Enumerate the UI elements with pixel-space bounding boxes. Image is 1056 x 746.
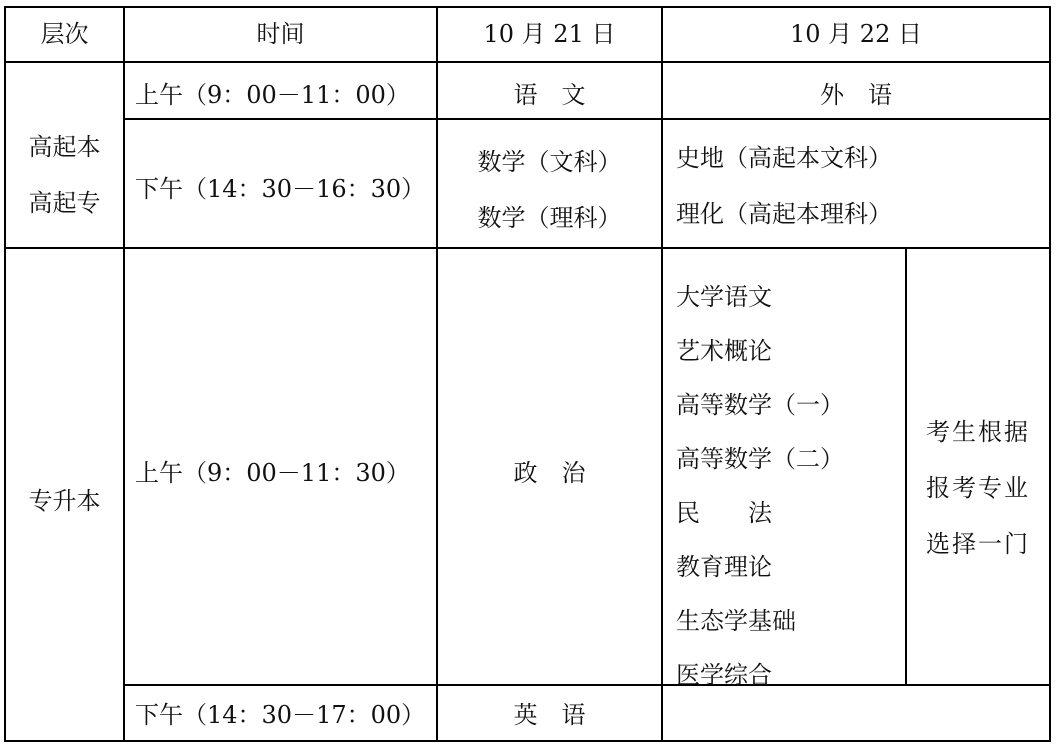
rule-bottom <box>4 740 1051 742</box>
zsb-afternoon-day1: 英 语 <box>513 701 586 729</box>
level-gaoqi-line: 高起专 <box>28 189 101 217</box>
level-gaoqi <box>6 119 123 231</box>
note-line: 选择一门 <box>926 530 1030 558</box>
zsb-selection-note <box>907 404 1049 572</box>
subject-item: 医学综合 <box>676 661 772 689</box>
gaoqi-afternoon-day1 <box>438 134 661 246</box>
note-line: 报考专业 <box>926 474 1030 502</box>
subject-item: 高等数学（一） <box>676 391 844 419</box>
gaoqi-morning-day1: 语 文 <box>513 81 586 109</box>
subject-line: 理化（高起本理科） <box>676 200 892 228</box>
subject-item: 教育理论 <box>676 553 772 581</box>
subject-line: 史地（高起本文科） <box>676 144 892 172</box>
exam-schedule-table <box>4 6 1051 742</box>
gaoqi-morning-day2: 外 语 <box>820 81 892 109</box>
rule-left <box>4 6 6 742</box>
rule-right <box>1049 6 1051 742</box>
header-day2: 10 月 22 日 <box>790 20 922 48</box>
rule-col3 <box>661 6 663 742</box>
gaoqi-afternoon-day2 <box>676 130 892 242</box>
subject-line: 数学（文科） <box>477 148 622 176</box>
subject-item: 民 法 <box>676 499 772 527</box>
rule-zsb-mid <box>123 684 1051 686</box>
note-line: 考生根据 <box>926 418 1030 446</box>
zsb-morning-day1: 政 治 <box>513 459 586 487</box>
header-level: 层次 <box>40 20 89 48</box>
rule-after-header <box>4 61 1051 63</box>
zsb-morning-time: 上午（9：00－11：30） <box>135 459 410 487</box>
gaoqi-morning-time: 上午（9：00－11：00） <box>135 81 410 109</box>
gaoqi-afternoon-time: 下午（14：30－16：30） <box>135 175 426 203</box>
level-gaoqi-line: 高起本 <box>28 133 101 161</box>
header-time: 时间 <box>256 20 305 48</box>
subject-item: 生态学基础 <box>676 607 796 635</box>
level-zhuanshengben: 专升本 <box>28 487 101 515</box>
rule-col1 <box>123 6 125 742</box>
subject-item: 艺术概论 <box>676 337 772 365</box>
rule-after-gaoqi <box>4 247 1051 249</box>
subject-item: 大学语文 <box>676 283 772 311</box>
rule-col2 <box>436 6 438 742</box>
rule-gaoqi-mid <box>123 118 1051 120</box>
zsb-subject-list <box>676 270 844 702</box>
zsb-afternoon-time: 下午（14：30－17：00） <box>135 701 426 729</box>
subject-item: 高等数学（二） <box>676 445 844 473</box>
subject-line: 数学（理科） <box>477 204 622 232</box>
header-day1: 10 月 21 日 <box>483 20 616 48</box>
rule-top <box>4 6 1051 8</box>
